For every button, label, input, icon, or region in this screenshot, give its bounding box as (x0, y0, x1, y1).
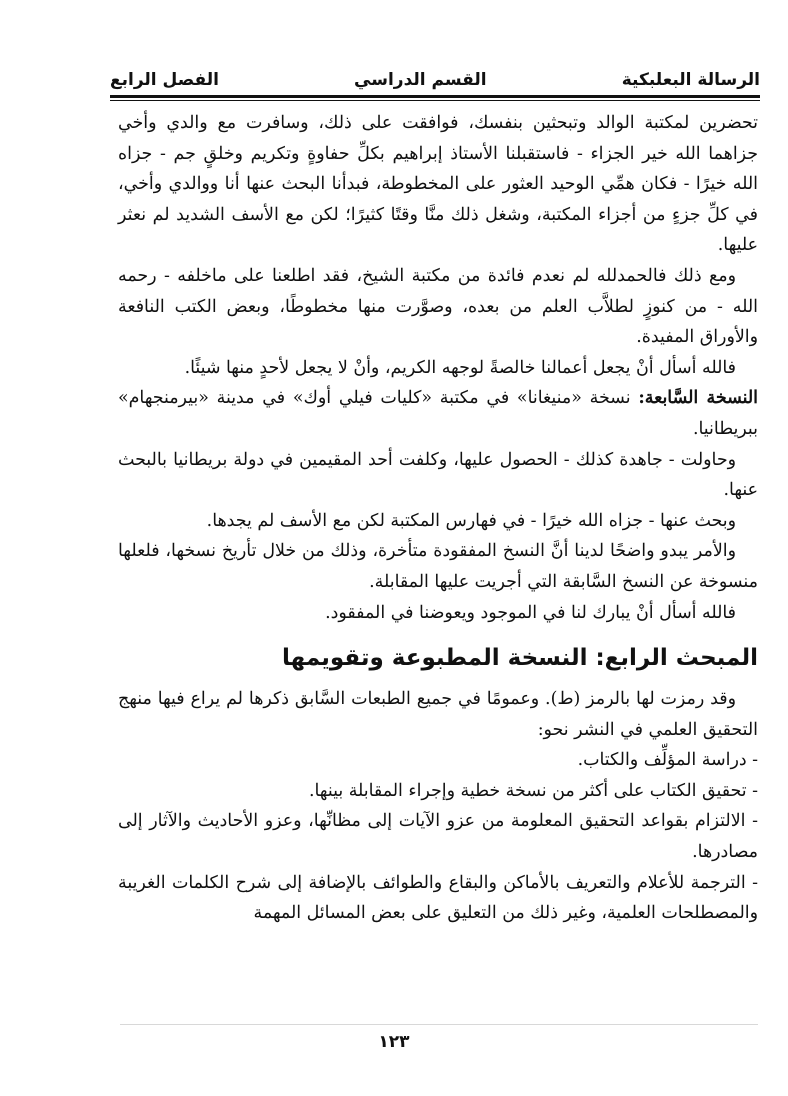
page-body (118, 108, 758, 929)
paragraph: تحضرين لمكتبة الوالد وتبحثين بنفسك، فوافقت على ذلك، وسافرت مع والدي وأخي جزاهما الله خير الجزاء - فاستقبلنا الأستاذ إبراهيم بكلِّ حفاوةٍ وتكريم وخلقٍ جم - جزاه الله خيرًا - فكان همِّي الوحيد العثور على المخطوطة، فبدأنا البحث عنها أنا ووالدي وأخي، في كلِّ جزءٍ من أجزاء المكتبة، وشغل ذلك منَّا وقتًا كثيرًا؛ لكن مع الأسف الشديد لم نعثر عليها. (118, 113, 758, 256)
section-name: القسم الدراسي (354, 70, 487, 90)
copy-seven-text: نسخة «منيغانا» في مكتبة «كليات فيلي أوك» في مدينة «بيرمنجهام» ببريطانيا. (118, 388, 758, 439)
copy-seven-paragraph (118, 383, 758, 444)
footer-rule (120, 1024, 758, 1025)
list-item: - دراسة المؤلِّف والكتاب. (577, 750, 758, 771)
section-intro: وقد رمزت لها بالرمز (ط). وعمومًا في جميع الطبعات السَّابق ذكرها لم يراع فيها منهج التحقيق العلمي في النشر نحو: (118, 689, 758, 740)
section-heading: المبحث الرابع: النسخة المطبوعة وتقويمها (282, 645, 758, 672)
list-item: - تحقيق الكتاب على أكثر من نسخة خطية وإجراء المقابلة بينها. (308, 780, 758, 801)
paragraph: وبحث عنها - جزاه الله خيرًا - في فهارس المكتبة لكن مع الأسف لم يجدها. (206, 510, 736, 531)
list-item: - الالتزام بقواعد التحقيق المعلومة من عزو الآيات إلى مظانِّها، وعزو الأحاديث والآثار إلى مصادرها. (118, 811, 758, 863)
paragraph: وحاولت - جاهدة كذلك - الحصول عليها، وكلفت أحد المقيمين في دولة بريطانيا بالبحث عنها. (118, 449, 758, 501)
paragraph: فالله أسأل أنْ يبارك لنا في الموجود ويعوضنا في المفقود. (325, 602, 736, 623)
running-header (110, 56, 760, 94)
header-rule-thin (110, 100, 760, 101)
list-item: - الترجمة للأعلام والتعريف بالأماكن والبقاع والطوائف بالإضافة إلى شرح الكلمات الغريبة والمصطلحات العلمية، وغير ذلك من التعليق على بعض المسائل المهمة (118, 872, 758, 924)
paragraph: ومع ذلك فالحمدلله لم نعدم فائدة من مكتبة الشيخ، فقد اطلعنا على ماخلفه - رحمه الله - من كنوزٍ لطلاَّب العلم من بعده، وصوَّرت منها مخطوطًا، وبعض الكتب النافعة والأوراق المفيدة. (118, 265, 758, 348)
book-title: الرسالة البعلبكية (621, 70, 760, 90)
paragraph: والأمر يبدو واضحًا لدينا أنَّ النسخ المفقودة متأخرة، وذلك من خلال تأريخ نسخها، فلعلها منسوخة عن النسخ السَّابقة التي أجريت عليها المقابلة. (118, 541, 758, 592)
chapter-name: الفصل الرابع (110, 70, 219, 90)
page-number: ١٢٣ (378, 1032, 410, 1052)
paragraph: فالله أسأل أنْ يجعل أعمالنا خالصةً لوجهه الكريم، وأنْ لا يجعل لأحدٍ منها شيئًا. (184, 357, 736, 378)
copy-seven-label: النسخة السَّابعة: (638, 388, 758, 409)
header-rule (110, 95, 760, 98)
